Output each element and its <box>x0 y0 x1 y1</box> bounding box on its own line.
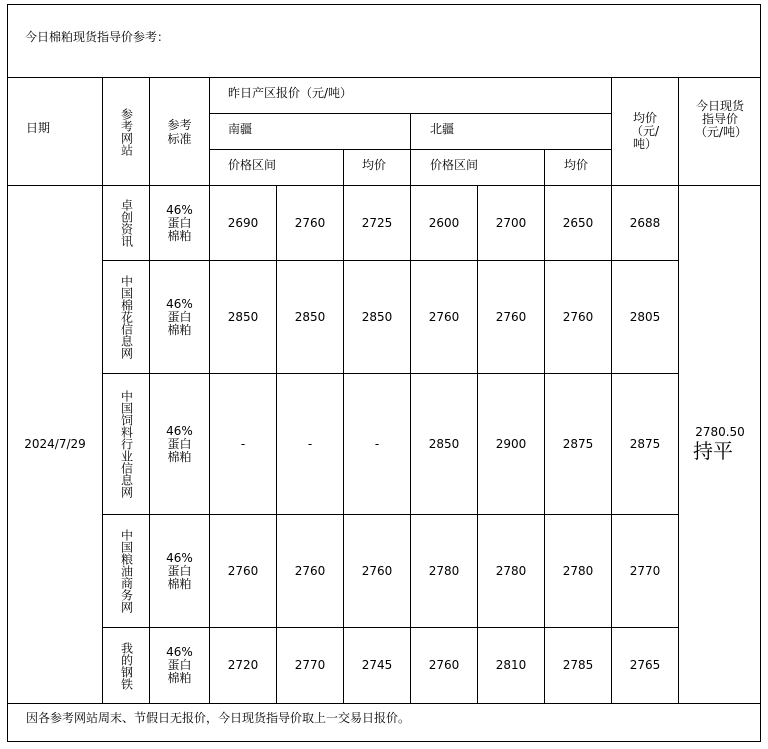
cell-standard <box>150 515 209 627</box>
cell-b-low <box>411 515 477 627</box>
cell-text: 2850 <box>294 309 326 324</box>
cell-n-avg <box>344 261 410 373</box>
cell-avg <box>612 186 678 260</box>
cell-text: 2760 <box>495 309 527 324</box>
header-standard-text: 参考标准 <box>167 117 192 146</box>
cell-n-avg <box>344 515 410 627</box>
cell-site <box>103 261 149 373</box>
cell-text: 2760 <box>227 563 259 578</box>
cell-text: 2770 <box>629 563 661 578</box>
cell-text: 2760 <box>361 563 393 578</box>
cell-text: - <box>374 436 380 451</box>
cell-text: 中国棉花信息网 <box>119 275 134 359</box>
cell-avg <box>612 628 678 703</box>
cell-text: 2760 <box>428 309 460 324</box>
today-guide-cell <box>679 186 761 703</box>
cell-b-high <box>478 628 544 703</box>
cell-text: 2690 <box>227 215 259 230</box>
cell-text: 2725 <box>361 215 393 230</box>
cell-text: 46%蛋白棉粕 <box>166 550 193 591</box>
cell-site <box>103 515 149 627</box>
cell-text: 2875 <box>629 436 661 451</box>
header-avg-unit-text: 均价（元/吨） <box>630 111 660 151</box>
cell-b-avg <box>545 374 611 514</box>
cell-b-high <box>478 186 544 260</box>
cell-text: 2900 <box>495 436 527 451</box>
cell-n-high <box>277 186 343 260</box>
cell-b-high <box>478 515 544 627</box>
cell-n-avg <box>344 186 410 260</box>
cell-standard <box>150 186 209 260</box>
cell-text: 2850 <box>227 309 259 324</box>
cell-b-low <box>411 261 477 373</box>
cell-text: 2760 <box>294 563 326 578</box>
cell-text: 2850 <box>361 309 393 324</box>
cell-n-high <box>277 515 343 627</box>
cell-site <box>103 374 149 514</box>
cell-text: - <box>240 436 246 451</box>
date-cell: 2024/7/29 <box>24 437 86 451</box>
cell-b-avg <box>545 186 611 260</box>
cell-text: 卓创资讯 <box>119 199 134 247</box>
today-price: 2780.50 <box>695 425 745 439</box>
cell-b-avg <box>545 628 611 703</box>
cell-n-low <box>210 628 276 703</box>
cell-avg <box>612 261 678 373</box>
cell-text: 2765 <box>629 658 661 672</box>
cell-n-high <box>277 374 343 514</box>
cell-text: 中国粮油商务网 <box>119 529 134 613</box>
cell-b-avg <box>545 515 611 627</box>
header-today-guide <box>679 78 761 185</box>
cell-text: 2770 <box>294 658 326 672</box>
cell-n-low <box>210 186 276 260</box>
cell-text: 2650 <box>562 215 594 230</box>
cell-standard <box>150 628 209 703</box>
cell-avg <box>612 374 678 514</box>
cell-text: 2785 <box>562 658 594 672</box>
header-standard <box>150 78 209 185</box>
header-nanjiang-range: 价格区间 <box>228 158 277 172</box>
cell-n-high <box>277 628 343 703</box>
header-yesterday-price: 昨日产区报价（元/吨） <box>228 86 353 100</box>
cell-text: 2760 <box>294 215 326 230</box>
cell-b-low <box>411 374 477 514</box>
cell-text: 2720 <box>227 658 259 672</box>
cell-b-low <box>411 628 477 703</box>
cell-site <box>103 628 149 703</box>
header-nanjiang-avg: 均价 <box>362 158 387 172</box>
cell-text: 46%蛋白棉粕 <box>166 202 193 243</box>
cell-n-high <box>277 261 343 373</box>
cell-text: - <box>307 436 313 451</box>
cell-text: 2850 <box>428 436 460 451</box>
cell-text: 46%蛋白棉粕 <box>166 296 193 337</box>
header-beijiang-avg: 均价 <box>564 158 589 172</box>
cell-text: 46%蛋白棉粕 <box>166 645 193 685</box>
cell-standard <box>150 374 209 514</box>
today-trend: 持平 <box>693 439 733 463</box>
cell-n-avg <box>344 374 410 514</box>
cell-avg <box>612 515 678 627</box>
cell-text: 中国饲料行业信息网 <box>119 390 134 498</box>
cell-standard <box>150 261 209 373</box>
cell-n-low <box>210 261 276 373</box>
cell-site <box>103 186 149 260</box>
cell-text: 2780 <box>428 563 460 578</box>
cell-text: 2805 <box>629 309 661 324</box>
cell-text: 2700 <box>495 215 527 230</box>
cell-n-low <box>210 515 276 627</box>
cell-text: 我的钢铁 <box>119 641 134 690</box>
cell-text: 2875 <box>562 436 594 451</box>
cell-text: 46%蛋白棉粕 <box>166 423 193 464</box>
cell-text: 2810 <box>495 658 527 672</box>
header-today-guide-text: 今日现货指导价（元/吨） <box>695 99 748 139</box>
cell-b-avg <box>545 261 611 373</box>
cell-text: 2780 <box>562 563 594 578</box>
header-beijiang-range: 价格区间 <box>430 158 479 172</box>
cell-n-low <box>210 374 276 514</box>
header-nanjiang: 南疆 <box>228 122 253 136</box>
cell-b-high <box>478 261 544 373</box>
cell-text: 2760 <box>428 658 460 672</box>
cell-b-high <box>478 374 544 514</box>
header-date: 日期 <box>26 121 51 135</box>
cell-text: 2760 <box>562 309 594 324</box>
header-avg-unit <box>612 78 678 185</box>
header-beijiang: 北疆 <box>430 122 455 136</box>
cell-text: 2600 <box>428 215 460 230</box>
cell-text: 2688 <box>629 215 661 230</box>
footnote: 因各参考网站周末、节假日无报价，今日现货指导价取上一交易日报价。 <box>26 711 411 725</box>
header-site: 参考网站 <box>119 107 134 156</box>
cell-b-low <box>411 186 477 260</box>
grid-line <box>7 703 761 704</box>
cell-text: 2745 <box>361 658 393 672</box>
cell-n-avg <box>344 628 410 703</box>
cell-text: 2780 <box>495 563 527 578</box>
page-title: 今日棉粕现货指导价参考： <box>25 30 170 44</box>
